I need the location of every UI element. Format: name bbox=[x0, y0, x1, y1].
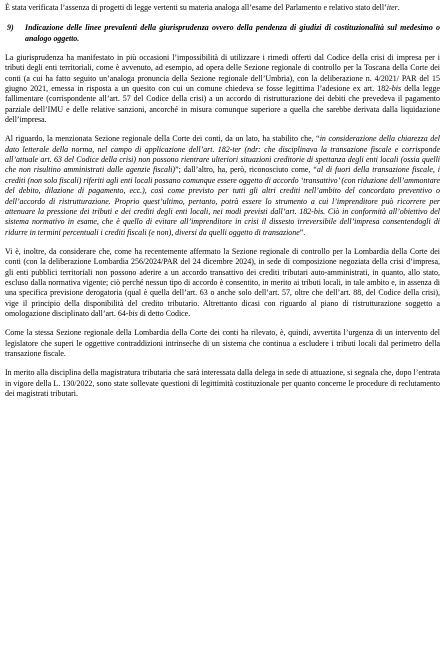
text-run: ”. bbox=[299, 227, 306, 237]
text-run: . bbox=[397, 3, 400, 12]
body-paragraph-4 bbox=[5, 328, 440, 359]
body-paragraph-1 bbox=[5, 53, 440, 125]
text-run: Come la stessa Sezione regionale della Lombardia della Corte dei conti ha rilevato, è, quindi, avvertita l’urgenza di un intervento del legislatore che superi le oggettive contraddizioni intrinseche di un sistema che continua a escludere i tributi locali dal perimetro della transazione fiscale. bbox=[5, 328, 440, 358]
text-run: bis bbox=[128, 308, 138, 318]
text-run: Vi è, inoltre, da considerare che, come ha recentemente affermato la Sezione regionale di controllo per la Lombardia della Corte dei conti (con la deliberazione Lombardia 256/2024/PAR del 24 dicembre 2024), in sede di composizione negoziata della crisi d’impresa, gli enti pubblici territoriali non possono aderire a un accordo transattivo dei crediti tributari auto-amministrati, in quanto, allo stato, escluso dalla normativa vigente; ciò perché nessun tipo di accordo è consentito, in merito ai tributi locali, in tale ambito e, in assenza di una specifica previsione derogatoria (qual è quella dell’art. 63 o anche solo dell’art. 57, oltre che dell’art. 88, del Codice della crisi), vige il principio della disponibilità del credito tributario. Altrettanto dicasi con riguardo al piano di ristrutturazione soggetto a omologazione disciplinato dall’art. 64- bbox=[5, 246, 440, 318]
text-run: È stata verificata l’assenza di progetti di legge vertenti su materia analoga all’esame del Parlamento e relativo stato dell’ bbox=[5, 3, 387, 12]
text-run: iter bbox=[386, 3, 398, 12]
text-run: La giurisprudenza ha manifestato in più occasioni l’impossibilità di utilizzare i rimedi offerti dal Codice della crisi di impresa per i tributi degli enti territoriali, come è avvenuto, ad esempio, ad opera delle Sezione regionale di controllo per la Toscana della Corte dei conti (a cui ha fatto seguito un’analoga pronuncia della Sezione regionale dell’Umbria), con la deliberazione n. 4/2021/ PAR del 15 giugno 2021, emessa in risposta a un quesito con cui un comune chiedeva se fosse legittima l’adesione ex art. 182- bbox=[5, 53, 440, 94]
text-run: al di fuori della transazione fiscale, i crediti (non solo fiscali) riferiti agli enti locali possano comunque essere oggetto di accordo ‘transattivo’ (con riduzione dell’ammontare del debito, dilazione di pagamento, ecc.), così come previsto per tutti gli altri crediti nell’ambito del concordato preventivo o dell’accordo di ristrutturazione. Proprio quest’ultimo, pertanto, potrà essere lo strumento a cui l’imprenditore può ricorrere per attenuare la pressione dei tributi e dei crediti degli enti locali, nei modi previsti dall’art. 182-bis. Ciò in conformità all’obiettivo del sistema normativo in esame, che è quello di evitare all’imprenditore in crisi il dissesto irreversibile dell’impresa consentendogli di ridurre in termini percentuali i crediti fiscali (e non), diversi da quelli oggetto di transazione bbox=[5, 165, 440, 237]
section-heading bbox=[5, 23, 440, 44]
text-run: di detto Codice. bbox=[137, 308, 191, 318]
body-paragraph-3 bbox=[5, 247, 440, 319]
text-run: bis bbox=[391, 84, 402, 94]
text-run: della legge fallimentare (corrispondente all’art. 57 del Codice della crisi) a un accordo di ristrutturazione dei debiti che prevedeva il pagamento parziale dell’IMU e delle relative sanzioni, ancorché in misura comunque superiore a quella che sarebbe derivata dalla liquidazione dell’impresa. bbox=[5, 84, 440, 125]
section-number: 9) bbox=[7, 23, 14, 33]
text-run: in considerazione della chiarezza del dato letterale della norma, nel campo di applicazione dell’art. 182-ter (ndr: che disciplinava la transazione fiscale e corrisponde all’attuale art. 63 del Codice della crisi) non possono rientrare ulteriori situazioni creditorie di spettanza degli enti locali (ossia quelli che non risultino amministrati dalle agenzie fiscali) bbox=[5, 134, 440, 175]
body-paragraph-5 bbox=[5, 368, 440, 399]
body-paragraph-2 bbox=[5, 134, 440, 237]
text-run: ”; dall’altro, ha, però, riconosciuto come, “ bbox=[175, 165, 317, 175]
text-run: In merito alla disciplina della magistratura tributaria che sarà interessata dalla delega in sede di attuazione, si segnala che, dopo l’entrata in vigore della L. 130/2022, sono state sollevate questioni di legittimità costituzionale per quanto concerne le procedure di reclutamento dei magistrati tributari. bbox=[5, 368, 440, 398]
section-title: Indicazione delle linee prevalenti della giurisprudenza ovvero della pendenza di giudizi di costituzionalità sul medesimo o analogo oggetto. bbox=[25, 23, 440, 43]
intro-paragraph bbox=[5, 3, 440, 13]
text-run: Al riguardo, la menzionata Sezione regionale della Corte dei conti, da un lato, ha stabilito che, “ bbox=[5, 134, 320, 144]
